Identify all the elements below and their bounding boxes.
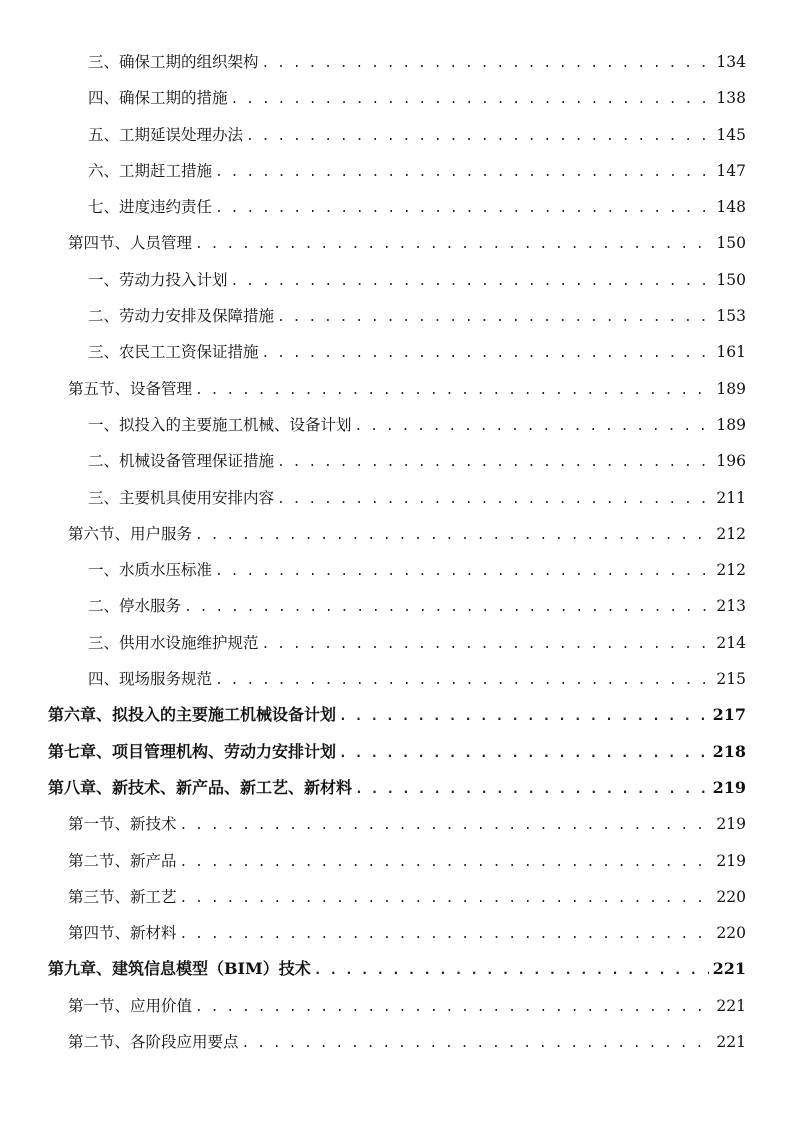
toc-dot-leader bbox=[180, 845, 713, 881]
toc-entry[interactable] bbox=[0, 80, 793, 116]
toc-entry-title: 六、工期赶工措施 bbox=[88, 161, 213, 180]
toc-dot-leader bbox=[242, 1026, 713, 1062]
toc-entry-page-number: 213 bbox=[716, 597, 746, 616]
toc-entry[interactable] bbox=[0, 443, 793, 479]
toc-entry[interactable] bbox=[0, 806, 793, 842]
toc-entry-page-number: 153 bbox=[716, 307, 746, 326]
toc-entry[interactable] bbox=[0, 44, 793, 80]
toc-entry-title: 第七章、项目管理机构、劳动力安排计划 bbox=[48, 741, 337, 761]
toc-entry-page-number: 215 bbox=[716, 670, 746, 689]
toc-entry[interactable] bbox=[0, 734, 793, 770]
toc-entry-page-number: 217 bbox=[712, 705, 746, 725]
toc-dot-leader bbox=[195, 373, 712, 409]
toc-entry[interactable] bbox=[0, 117, 793, 153]
toc-dot-leader bbox=[215, 554, 712, 590]
toc-entry-title: 三、确保工期的组织架构 bbox=[88, 53, 259, 71]
toc-entry-title: 三、供用水设施维护规范 bbox=[88, 633, 259, 652]
toc-entry-page-number: 150 bbox=[716, 270, 746, 289]
toc-entry-title: 四、确保工期的措施 bbox=[88, 89, 228, 108]
toc-entry[interactable] bbox=[0, 516, 793, 552]
toc-entry-page-number: 220 bbox=[716, 924, 746, 943]
toc-entry[interactable] bbox=[0, 988, 793, 1024]
toc-dot-leader bbox=[277, 445, 712, 481]
toc-entry[interactable] bbox=[0, 951, 793, 987]
toc-entry[interactable] bbox=[0, 262, 793, 298]
toc-entry[interactable] bbox=[0, 879, 793, 915]
toc-dot-leader bbox=[277, 482, 712, 518]
toc-entry-page-number: 148 bbox=[716, 198, 746, 217]
toc-entry[interactable] bbox=[0, 588, 793, 624]
toc-dot-leader bbox=[215, 191, 712, 227]
toc-entry[interactable] bbox=[0, 225, 793, 261]
toc-entry[interactable] bbox=[0, 661, 793, 697]
toc-entry-page-number: 138 bbox=[716, 89, 746, 108]
toc-dot-leader bbox=[246, 119, 712, 155]
toc-dot-leader bbox=[195, 518, 712, 554]
toc-entry-title: 第六章、拟投入的主要施工机械设备计划 bbox=[48, 705, 337, 725]
toc-entry-page-number: 134 bbox=[716, 53, 746, 71]
toc-entry-page-number: 221 bbox=[712, 959, 746, 979]
toc-dot-leader bbox=[314, 953, 709, 989]
toc-entry-title: 二、劳动力安排及保障措施 bbox=[88, 307, 275, 326]
toc-entry-title: 第二节、各阶段应用要点 bbox=[68, 1033, 239, 1052]
toc-entry[interactable] bbox=[0, 697, 793, 733]
toc-dot-leader bbox=[339, 699, 709, 735]
toc-dot-leader bbox=[262, 627, 713, 663]
toc-entry-page-number: 218 bbox=[712, 741, 746, 761]
toc-dot-leader bbox=[231, 264, 713, 300]
table-of-contents bbox=[0, 44, 793, 1060]
toc-entry-title: 二、停水服务 bbox=[88, 597, 182, 616]
toc-entry-page-number: 219 bbox=[712, 777, 746, 797]
toc-entry-title: 第三节、新工艺 bbox=[68, 887, 177, 906]
toc-entry[interactable] bbox=[0, 298, 793, 334]
toc-entry[interactable] bbox=[0, 1024, 793, 1060]
toc-entry-page-number: 145 bbox=[716, 125, 746, 144]
toc-entry[interactable] bbox=[0, 625, 793, 661]
toc-entry-page-number: 196 bbox=[716, 452, 746, 471]
toc-entry-title: 第二节、新产品 bbox=[68, 851, 177, 870]
toc-entry-page-number: 212 bbox=[716, 524, 746, 543]
toc-entry-page-number: 147 bbox=[716, 161, 746, 180]
toc-dot-leader bbox=[180, 917, 713, 953]
toc-dot-leader bbox=[195, 227, 712, 263]
toc-entry-title: 五、工期延误处理办法 bbox=[88, 125, 244, 144]
toc-entry-title: 第五节、设备管理 bbox=[68, 379, 193, 398]
toc-dot-leader bbox=[339, 736, 709, 772]
toc-dot-leader bbox=[215, 663, 712, 699]
toc-entry-page-number: 221 bbox=[716, 1033, 746, 1052]
toc-entry-page-number: 221 bbox=[716, 996, 746, 1015]
toc-dot-leader bbox=[355, 409, 713, 445]
toc-entry-title: 三、农民工工资保证措施 bbox=[88, 343, 259, 362]
toc-dot-leader bbox=[277, 300, 712, 336]
toc-entry[interactable] bbox=[0, 770, 793, 806]
toc-entry[interactable] bbox=[0, 334, 793, 370]
toc-entry-title: 一、水质水压标准 bbox=[88, 561, 213, 580]
toc-entry-title: 一、拟投入的主要施工机械、设备计划 bbox=[88, 415, 352, 434]
toc-entry-title: 七、进度违约责任 bbox=[88, 198, 213, 217]
toc-entry-title: 三、主要机具使用安排内容 bbox=[88, 488, 275, 507]
toc-entry-title: 一、劳动力投入计划 bbox=[88, 270, 228, 289]
toc-entry-title: 第八章、新技术、新产品、新工艺、新材料 bbox=[48, 777, 353, 797]
toc-entry-page-number: 161 bbox=[716, 343, 746, 362]
toc-entry-page-number: 189 bbox=[716, 379, 746, 398]
toc-entry-title: 第六节、用户服务 bbox=[68, 524, 193, 543]
toc-entry-title: 第一节、新技术 bbox=[68, 815, 177, 834]
toc-entry-title: 第四节、人员管理 bbox=[68, 234, 193, 253]
toc-entry-page-number: 219 bbox=[716, 815, 746, 834]
toc-entry[interactable] bbox=[0, 552, 793, 588]
toc-entry[interactable] bbox=[0, 915, 793, 951]
toc-entry-page-number: 214 bbox=[716, 633, 746, 652]
toc-entry-page-number: 211 bbox=[716, 488, 746, 507]
toc-entry[interactable] bbox=[0, 189, 793, 225]
toc-entry-title: 第四节、新材料 bbox=[68, 924, 177, 943]
toc-entry[interactable] bbox=[0, 371, 793, 407]
toc-entry-page-number: 150 bbox=[716, 234, 746, 253]
toc-entry-page-number: 189 bbox=[716, 415, 746, 434]
toc-entry[interactable] bbox=[0, 480, 793, 516]
toc-entry-title: 第九章、建筑信息模型（BIM）技术 bbox=[48, 959, 311, 979]
toc-dot-leader bbox=[180, 808, 713, 844]
toc-entry-page-number: 220 bbox=[716, 887, 746, 906]
toc-entry-title: 二、机械设备管理保证措施 bbox=[88, 452, 275, 471]
toc-dot-leader bbox=[231, 82, 713, 118]
toc-entry-title: 第一节、应用价值 bbox=[68, 996, 193, 1015]
toc-dot-leader bbox=[184, 590, 712, 626]
toc-dot-leader bbox=[180, 881, 713, 917]
toc-dot-leader bbox=[195, 990, 712, 1026]
toc-dot-leader bbox=[355, 772, 709, 808]
toc-dot-leader bbox=[262, 336, 713, 372]
toc-entry[interactable] bbox=[0, 407, 793, 443]
toc-dot-leader bbox=[215, 155, 712, 191]
toc-entry[interactable] bbox=[0, 153, 793, 189]
toc-entry[interactable] bbox=[0, 843, 793, 879]
toc-dot-leader bbox=[262, 46, 713, 82]
toc-entry-page-number: 212 bbox=[716, 561, 746, 580]
toc-entry-title: 四、现场服务规范 bbox=[88, 670, 213, 689]
toc-entry-page-number: 219 bbox=[716, 851, 746, 870]
